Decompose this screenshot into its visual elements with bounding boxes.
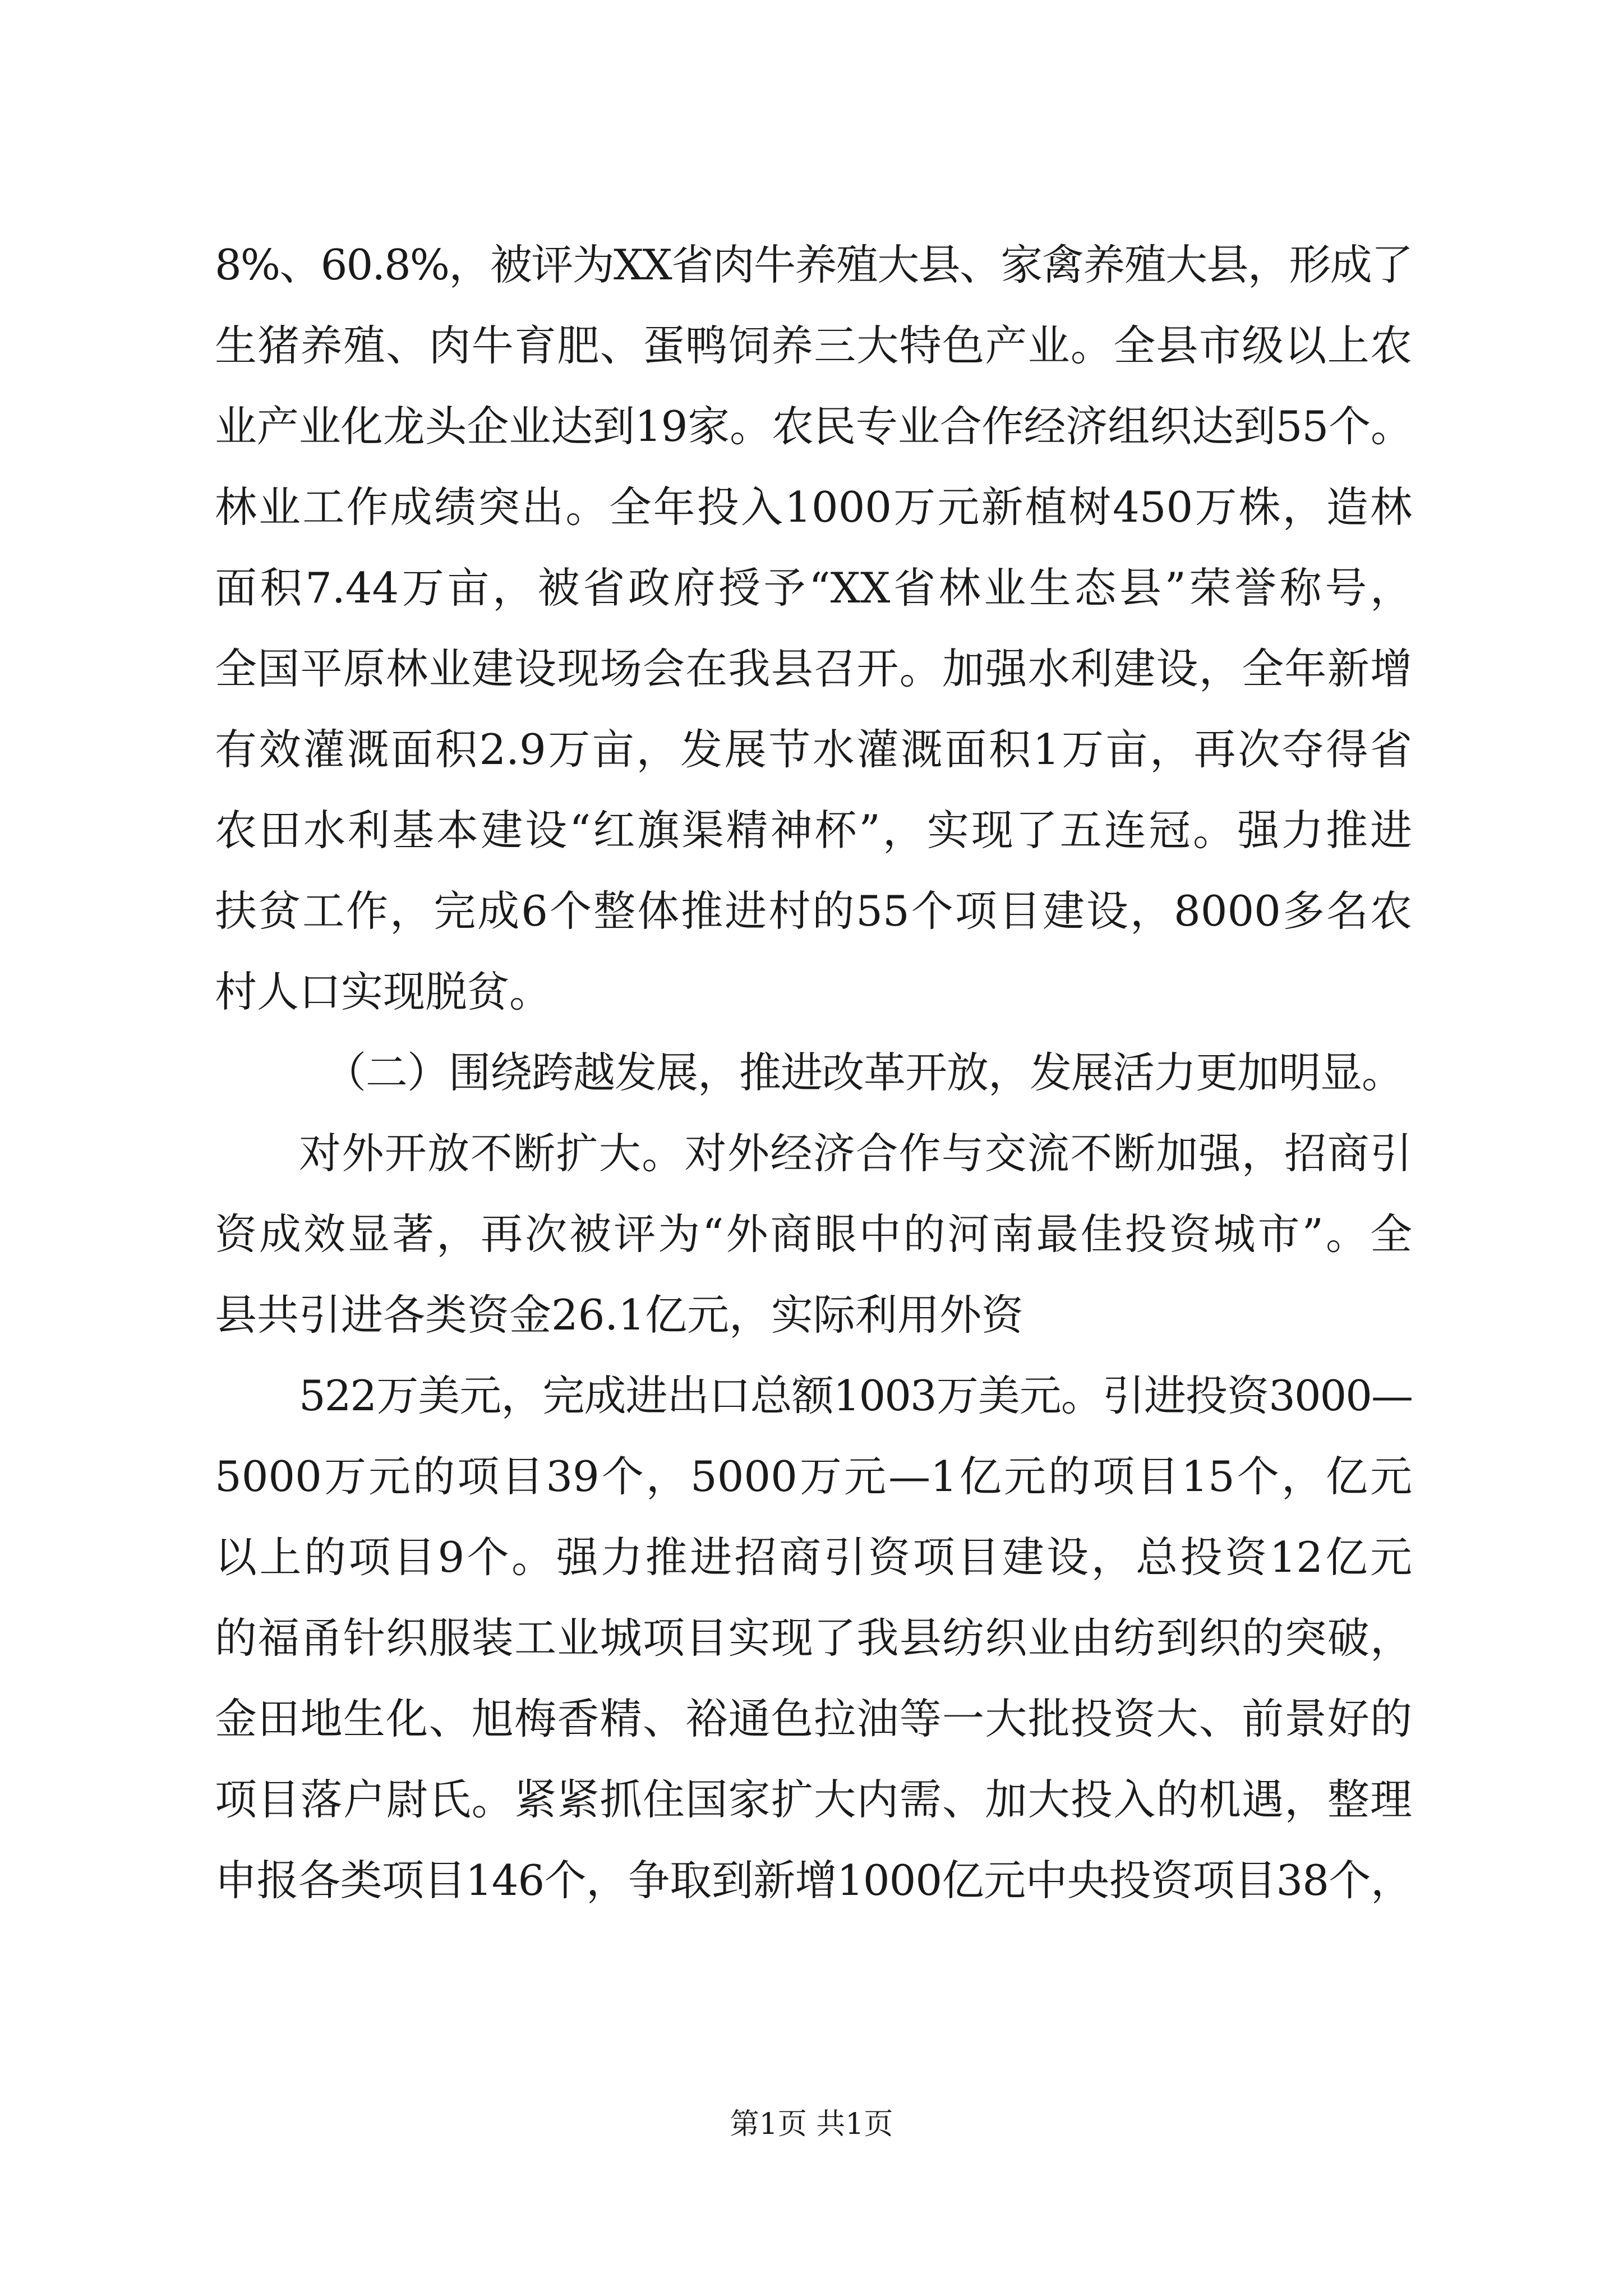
text-line: 业产业化龙头企业达到19家。农民专业合作经济组织达到55个。 <box>215 402 1412 451</box>
section-heading: （二）围绕跨越发展，推进改革开放，发展活力更加明显。 <box>324 1048 1404 1097</box>
text-line: 522万美元，完成进出口总额1003万美元。引进投资3000— <box>299 1371 1412 1420</box>
text-line: 资成效显著，再次被评为“外商眼中的河南最佳投资城市”。全 <box>215 1209 1412 1259</box>
page-number-footer: 第1页 共1页 <box>730 2108 893 2141</box>
text-line: 生猪养殖、肉牛育肥、蛋鸭饲养三大特色产业。全县市级以上农 <box>215 321 1412 370</box>
text-line: 以上的项目9个。强力推进招商引资项目建设，总投资12亿元 <box>215 1533 1412 1582</box>
text-line: 村人口实现脱贫。 <box>215 967 552 1016</box>
text-line: 县共引进各类资金26.1亿元，实际利用外资 <box>215 1290 1023 1340</box>
text-line: 项目落户尉氏。紧紧抓住国家扩大内需、加大投入的机遇，整理 <box>215 1775 1412 1824</box>
text-line: 的福甬针织服装工业城项目实现了我县纺织业由纺到织的突破， <box>215 1613 1412 1663</box>
text-line: 林业工作成绩突出。全年投入1000万元新植树450万株，造林 <box>215 482 1412 532</box>
text-line: 金田地生化、旭梅香精、裕通色拉油等一大批投资大、前景好的 <box>215 1694 1412 1743</box>
text-line: 8%、60.8%，被评为XX省肉牛养殖大县、家禽养殖大县，形成了 <box>215 240 1412 289</box>
text-line: 有效灌溉面积2.9万亩，发展节水灌溉面积1万亩，再次夺得省 <box>215 725 1412 774</box>
text-line: 面积7.44万亩，被省政府授予“XX省林业生态县”荣誉称号， <box>215 563 1412 613</box>
text-line: 5000万元的项目39个，5000万元—1亿元的项目15个，亿元 <box>215 1452 1412 1501</box>
text-line: 全国平原林业建设现场会在我县召开。加强水利建设，全年新增 <box>215 644 1412 693</box>
document-body <box>215 224 1412 1921</box>
text-line: 扶贫工作，完成6个整体推进村的55个项目建设，8000多名农 <box>215 886 1412 936</box>
text-line: 对外开放不断扩大。对外经济合作与交流不断加强，招商引 <box>299 1129 1412 1178</box>
text-line: 农田水利基本建设“红旗渠精神杯”，实现了五连冠。强力推进 <box>215 806 1412 855</box>
text-line: 申报各类项目146个，争取到新增1000亿元中央投资项目38个， <box>215 1856 1412 1905</box>
